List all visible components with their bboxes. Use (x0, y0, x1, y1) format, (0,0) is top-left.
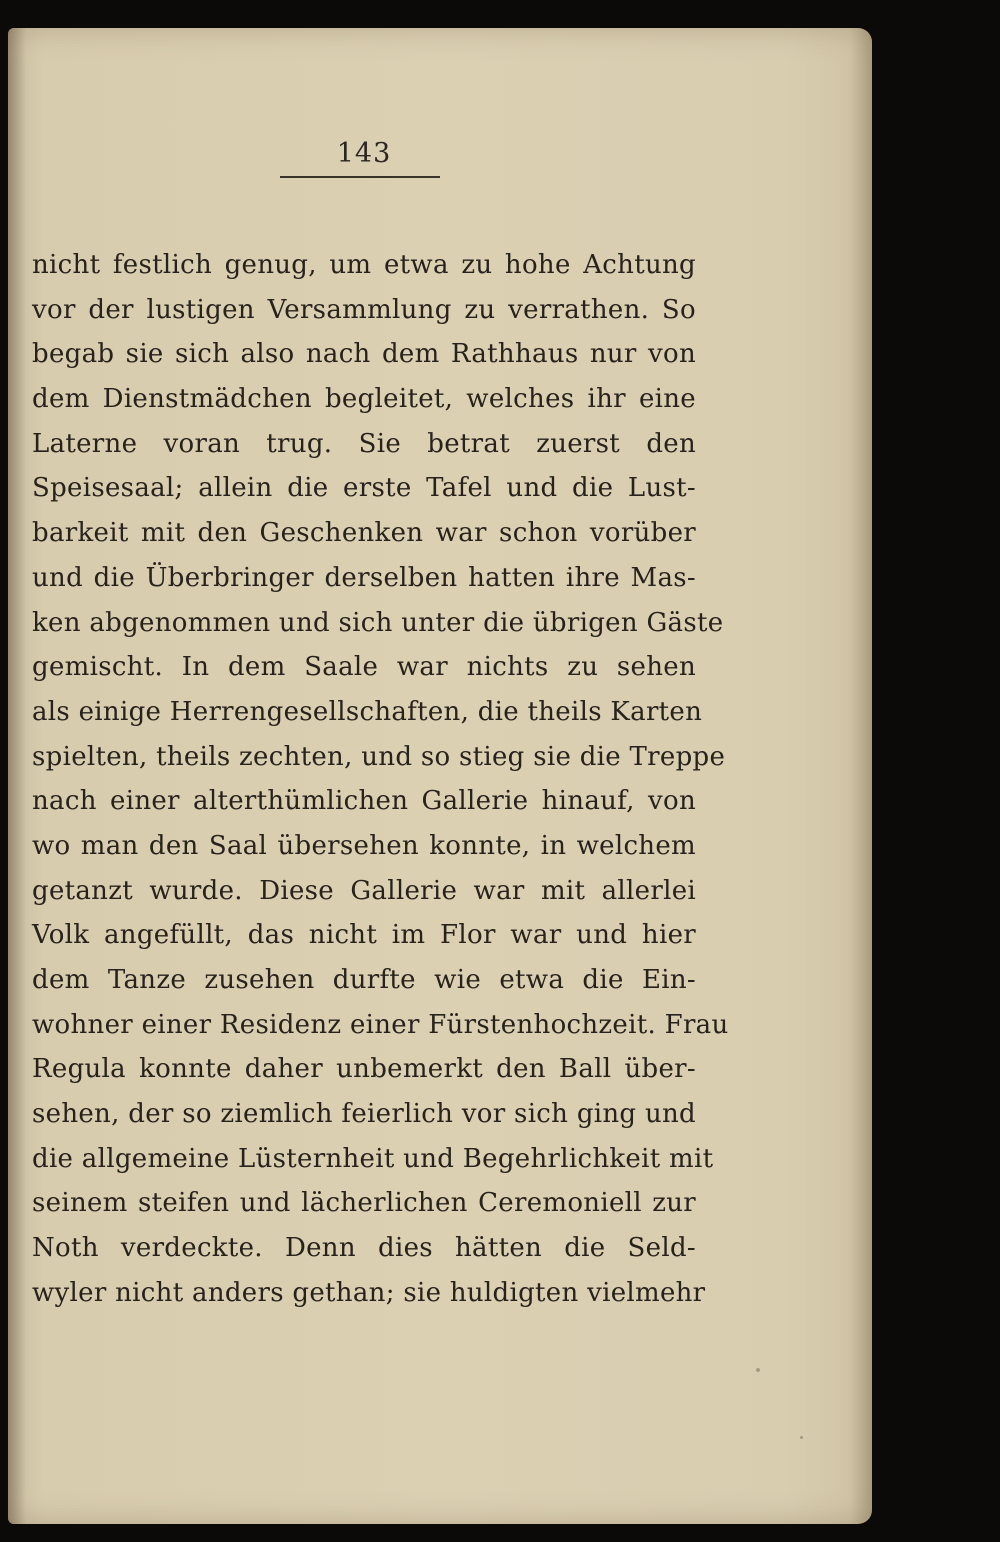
text-line: ken abgenommen und sich unter die übrigen Gäste (32, 607, 724, 638)
text-line: Noth verdeckte. Denn dies hätten die Seld- (32, 1233, 696, 1264)
book-page (8, 28, 872, 1524)
text-line: getanzt wurde. Diese Gallerie war mit allerlei (32, 875, 696, 906)
header-rule (280, 176, 440, 178)
text-line: Laterne voran trug. Sie betrat zuerst den (32, 428, 696, 459)
page-number: 143 (336, 138, 392, 169)
text-line: die allgemeine Lüsternheit und Begehrlichkeit mit (32, 1143, 714, 1174)
text-line: barkeit mit den Geschenken war schon vorüber (32, 518, 696, 549)
text-line: sehen, der so ziemlich feierlich vor sich ging und (32, 1099, 696, 1130)
text-line: Speisesaal; allein die erste Tafel und die Lust- (32, 473, 696, 504)
text-line: als einige Herrengesellschaften, die theils Karten (32, 696, 703, 727)
text-line: wohner einer Residenz einer Fürstenhochzeit. Frau (32, 1009, 729, 1040)
text-line: wo man den Saal übersehen konnte, in welchem (32, 830, 696, 861)
paper-speck (800, 1436, 803, 1439)
text-line: vor der lustigen Versammlung zu verrathen. So (32, 294, 696, 325)
text-line: spielten, theils zechten, und so stieg sie die Treppe (32, 741, 726, 772)
text-line: und die Überbringer derselben hatten ihre Mas- (32, 562, 696, 593)
text-line: seinem steifen und lächerlichen Ceremoniell zur (32, 1188, 696, 1219)
body-text (32, 243, 729, 1316)
gutter-shadow (8, 28, 26, 1524)
paper-speck (756, 1368, 760, 1372)
text-line: Volk angefüllt, das nicht im Flor war und hier (32, 920, 696, 951)
text-line: nach einer alterthümlichen Gallerie hinauf, von (32, 786, 696, 817)
text-line: Regula konnte daher unbemerkt den Ball über- (32, 1054, 696, 1085)
text-line: begab sie sich also nach dem Rathhaus nur von (32, 339, 696, 370)
text-line: nicht festlich genug, um etwa zu hohe Achtung (32, 250, 696, 280)
text-line: gemischt. In dem Saale war nichts zu sehen (32, 652, 696, 683)
text-line: dem Tanze zusehen durfte wie etwa die Ein- (32, 965, 696, 995)
text-line: wyler nicht anders gethan; sie huldigten vielmehr (32, 1277, 706, 1308)
text-line: dem Dienstmädchen begleitet, welches ihr eine (32, 384, 696, 415)
page-edge-shading (850, 28, 872, 1524)
